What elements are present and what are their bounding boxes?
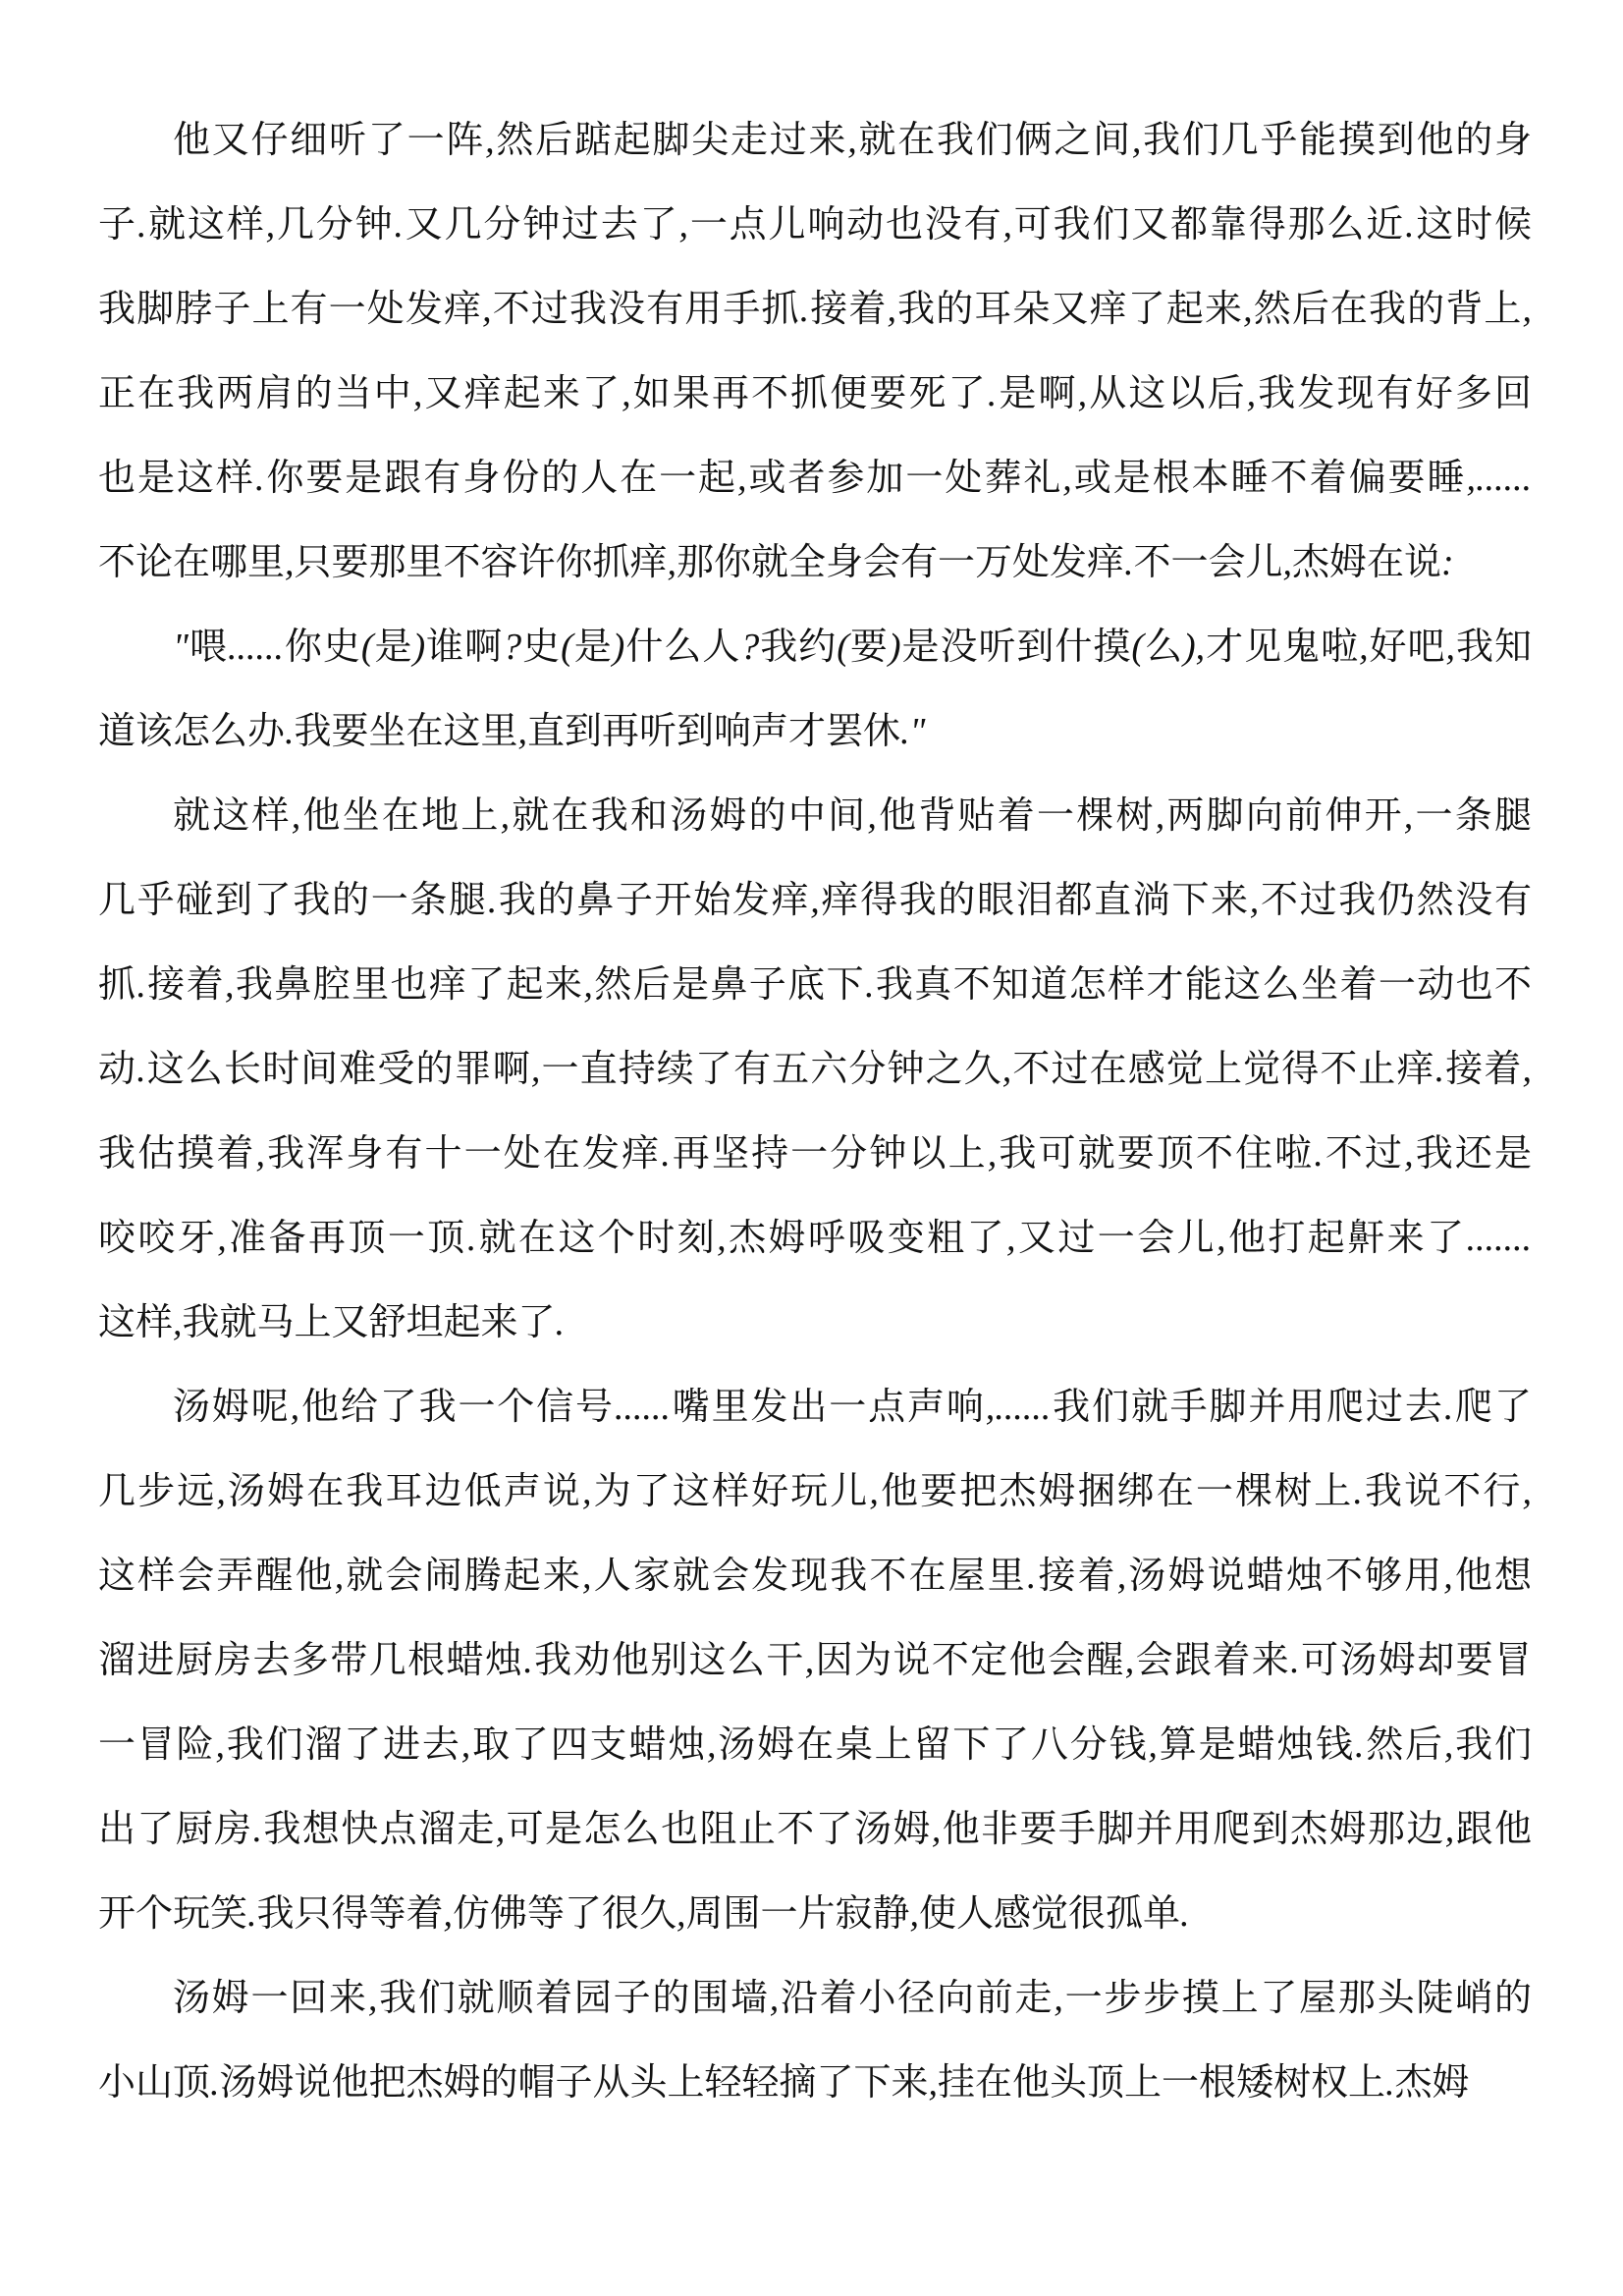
text-line: 这样会弄醒他,就会闹腾起来,人家就会发现我不在屋里.接着,汤姆说蜡烛不够用,他想 <box>98 1556 1532 1597</box>
text-line: 汤姆呢,他给了我一个信号......嘴里发出一点声响,......我们就手脚并用爬过去.爬了 <box>173 1387 1532 1428</box>
text-line: 就这样,他坐在地上,就在我和汤姆的中间,他背贴着一棵树,两脚向前伸开,一条腿 <box>173 795 1532 837</box>
text-line: 咬咬牙,准备再顶一顶.就在这个时刻,杰姆呼吸变粗了,又过一会儿,他打起鼾来了....... <box>98 1218 1532 1259</box>
text-line: 出了厨房.我想快点溜走,可是怎么也阻止不了汤姆,他非要手脚并用爬到杰姆那边,跟他 <box>98 1809 1532 1850</box>
text-line: 不论在哪里,只要那里不容许你抓痒,那你就全身会有一万处发痒.不一会儿,杰姆在说: <box>98 542 1454 583</box>
text-line: 开个玩笑.我只得等着,仿佛等了很久,周围一片寂静,使人感觉很孤单. <box>98 1893 1190 1935</box>
text-line: 抓.接着,我鼻腔里也痒了起来,然后是鼻子底下.我真不知道怎样才能这么坐着一动也不 <box>98 964 1532 1006</box>
text-line: 溜进厨房去多带几根蜡烛.我劝他别这么干,因为说不定他会醒,会跟着来.可汤姆却要冒 <box>98 1640 1532 1681</box>
text-line: 这样,我就马上又舒坦起来了. <box>98 1302 566 1343</box>
text-line: 我脚脖子上有一处发痒,不过我没有用手抓.接着,我的耳朵又痒了起来,然后在我的背上, <box>98 289 1532 330</box>
page-text <box>98 98 1532 2125</box>
text-line: 他又仔细听了一阵,然后踮起脚尖走过来,就在我们俩之间,我们几乎能摸到他的身 <box>173 120 1532 161</box>
text-line: 正在我两肩的当中,又痒起来了,如果再不抓便要死了.是啊,从这以后,我发现有好多回 <box>98 373 1532 414</box>
text-line: 我估摸着,我浑身有十一处在发痒.再坚持一分钟以上,我可就要顶不住啦.不过,我还是 <box>98 1133 1532 1175</box>
text-line: 几乎碰到了我的一条腿.我的鼻子开始发痒,痒得我的眼泪都直淌下来,不过我仍然没有 <box>98 880 1532 921</box>
text-line: 子.就这样,几分钟.又几分钟过去了,一点儿响动也没有,可我们又都靠得那么近.这时候 <box>98 204 1532 246</box>
text-line: 几步远,汤姆在我耳边低声说,为了这样好玩儿,他要把杰姆捆绑在一棵树上.我说不行, <box>98 1471 1532 1512</box>
text-line: 一冒险,我们溜了进去,取了四支蜡烛,汤姆在桌上留下了八分钱,算是蜡烛钱.然后,我们 <box>98 1724 1532 1766</box>
text-line: "喂......你史(是)谁啊?史(是)什么人?我约(要)是没听到什摸(么),才见鬼啦,好吧,我知 <box>173 627 1532 668</box>
text-line: 汤姆一回来,我们就顺着园子的围墙,沿着小径向前走,一步步摸上了屋那头陡峭的 <box>173 1978 1532 2019</box>
text-line: 小山顶.汤姆说他把杰姆的帽子从头上轻轻摘了下来,挂在他头顶上一根矮树权上.杰姆 <box>98 2062 1470 2104</box>
text-line: 动.这么长时间难受的罪啊,一直持续了有五六分钟之久,不过在感觉上觉得不止痒.接着, <box>98 1049 1532 1090</box>
text-line: 也是这样.你要是跟有身份的人在一起,或者参加一处葬礼,或是根本睡不着偏要睡,...... <box>98 458 1532 499</box>
text-line: 道该怎么办.我要坐在这里,直到再听到响声才罢休." <box>98 711 926 752</box>
